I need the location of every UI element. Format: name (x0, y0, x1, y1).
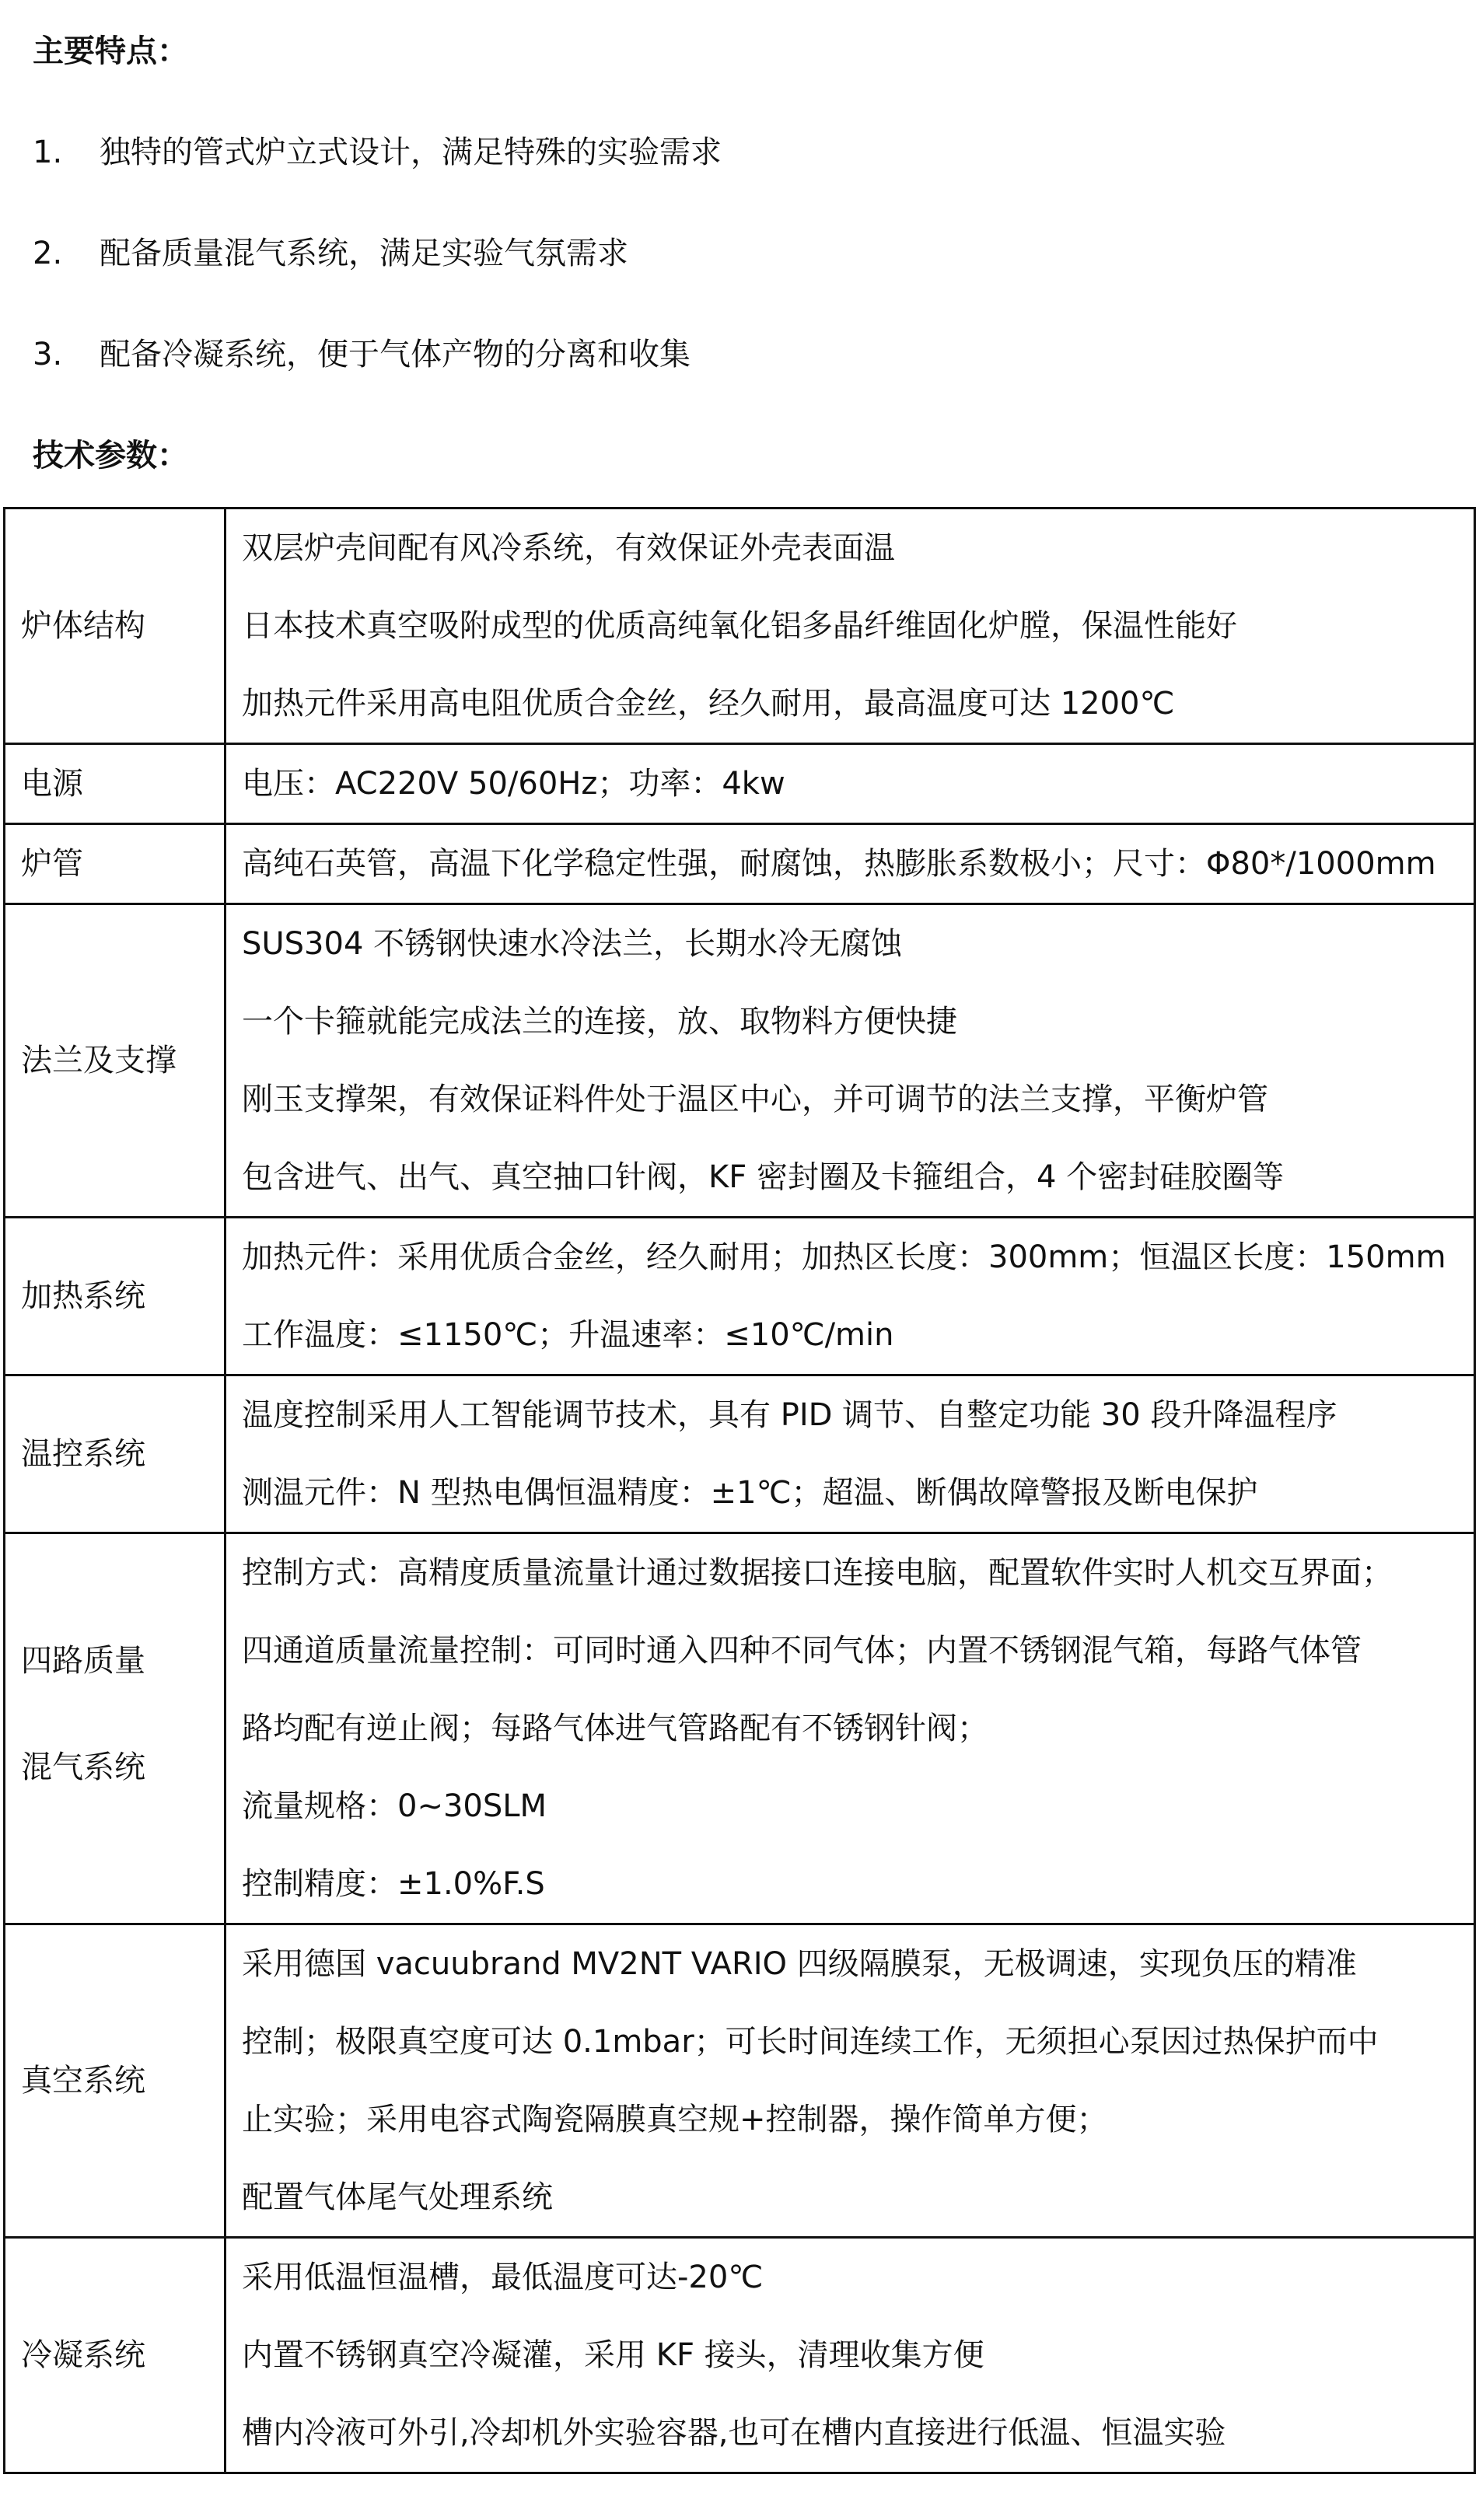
spec-label: 炉体结构 (5, 509, 226, 744)
features-heading: 主要特点： (33, 33, 188, 69)
spec-line: 流量规格：0~30SLM (242, 1788, 547, 1824)
spec-line: 采用德国 vacuubrand MV2NT VARIO 四级隔膜泵，无极调速，实现负压的精准 (242, 1946, 1357, 1982)
spec-line: 路均配有逆止阀；每路气体进气管路配有不锈钢针阀； (242, 1711, 988, 1746)
spec-line: 采用低温恒温槽，最低温度可达-20℃ (242, 2260, 764, 2295)
spec-row (5, 744, 1475, 824)
spec-label-line: 四路质量 (21, 1643, 145, 1679)
feature-number: 1. (33, 135, 63, 170)
spec-line: 日本技术真空吸附成型的优质高纯氧化铝多晶纤维固化炉膛，保温性能好 (242, 608, 1237, 644)
spec-label: 法兰及支撑 (5, 904, 226, 1218)
spec-row (5, 824, 1475, 904)
feature-item (33, 331, 691, 378)
spec-line: 配置气体尾气处理系统 (242, 2179, 553, 2215)
spec-label: 加热系统 (5, 1218, 226, 1375)
spec-line: 电压：AC220V 50/60Hz；功率：4kw (242, 766, 785, 802)
spec-line: 刚玉支撑架，有效保证料件处于温区中心，并可调节的法兰支撑，平衡炉管 (242, 1082, 1268, 1117)
spec-row (5, 509, 1475, 744)
spec-line: 工作温度：≤1150℃；升温速率：≤10℃/min (242, 1317, 894, 1353)
spec-line: 控制方式：高精度质量流量计通过数据接口连接电脑，配置软件实时人机交互界面； (242, 1555, 1393, 1591)
spec-line: 控制；极限真空度可达 0.1mbar；可长时间连续工作，无须担心泵因过热保护而中 (242, 2024, 1379, 2060)
spec-label (5, 1533, 226, 1924)
spec-value (226, 1924, 1475, 2238)
spec-label: 真空系统 (5, 1924, 226, 2238)
spec-value (226, 904, 1475, 1218)
spec-value (226, 1218, 1475, 1375)
spec-line: 包含进气、出气、真空抽口针阀，KF 密封圈及卡箍组合，4 个密封硅胶圈等 (242, 1159, 1285, 1195)
spec-row (5, 1375, 1475, 1533)
spec-line: 双层炉壳间配有风冷系统，有效保证外壳表面温 (242, 530, 895, 566)
spec-line: 控制精度：±1.0%F.S (242, 1866, 545, 1902)
spec-row (5, 1218, 1475, 1375)
spec-line: 四通道质量流量控制：可同时通入四种不同气体；内置不锈钢混气箱，每路气体管 (242, 1633, 1362, 1669)
spec-label-line: 混气系统 (21, 1749, 145, 1785)
feature-text: 配备质量混气系统，满足实验气氛需求 (100, 236, 628, 271)
spec-value (226, 509, 1475, 744)
feature-number: 2. (33, 236, 63, 271)
feature-item (33, 230, 628, 277)
spec-line: 槽内冷液可外引,冷却机外实验容器,也可在槽内直接进行低温、恒温实验 (242, 2415, 1226, 2451)
spec-value (226, 1533, 1475, 1924)
spec-table (3, 507, 1476, 2474)
feature-item (33, 129, 722, 176)
spec-line: 加热元件采用高电阻优质合金丝，经久耐用，最高温度可达 1200℃ (242, 686, 1175, 722)
spec-line: 温度控制采用人工智能调节技术，具有 PID 调节、自整定功能 30 段升降温程序 (242, 1397, 1337, 1433)
spec-row (5, 1924, 1475, 2238)
spec-label: 炉管 (5, 824, 226, 904)
spec-row (5, 904, 1475, 1218)
spec-value (226, 824, 1475, 904)
spec-row (5, 1533, 1475, 1924)
spec-line: 加热元件：采用优质合金丝，经久耐用；加热区长度：300mm；恒温区长度：150mm (242, 1239, 1446, 1275)
spec-value (226, 2238, 1475, 2473)
spec-label: 温控系统 (5, 1375, 226, 1533)
spec-line: 高纯石英管，高温下化学稳定性强，耐腐蚀，热膨胀系数极小；尺寸：Φ80*/1000mm (242, 846, 1436, 882)
spec-value (226, 744, 1475, 824)
feature-text: 配备冷凝系统，便于气体产物的分离和收集 (100, 337, 691, 372)
spec-line: 一个卡箍就能完成法兰的连接，放、取物料方便快捷 (242, 1004, 957, 1040)
spec-row (5, 2238, 1475, 2473)
spec-line: 测温元件：N 型热电偶恒温精度：±1℃；超温、断偶故障警报及断电保护 (242, 1475, 1258, 1511)
feature-number: 3. (33, 337, 63, 372)
feature-text: 独特的管式炉立式设计，满足特殊的实验需求 (100, 135, 722, 170)
spec-label: 电源 (5, 744, 226, 824)
spec-line: 止实验；采用电容式陶瓷隔膜真空规+控制器，操作简单方便； (242, 2102, 1108, 2137)
spec-line: SUS304 不锈钢快速水冷法兰，长期水冷无腐蚀 (242, 926, 903, 962)
spec-label: 冷凝系统 (5, 2238, 226, 2473)
spec-value (226, 1375, 1475, 1533)
spec-line: 内置不锈钢真空冷凝灌，采用 KF 接头，清理收集方便 (242, 2337, 984, 2373)
specs-heading: 技术参数： (33, 438, 188, 474)
